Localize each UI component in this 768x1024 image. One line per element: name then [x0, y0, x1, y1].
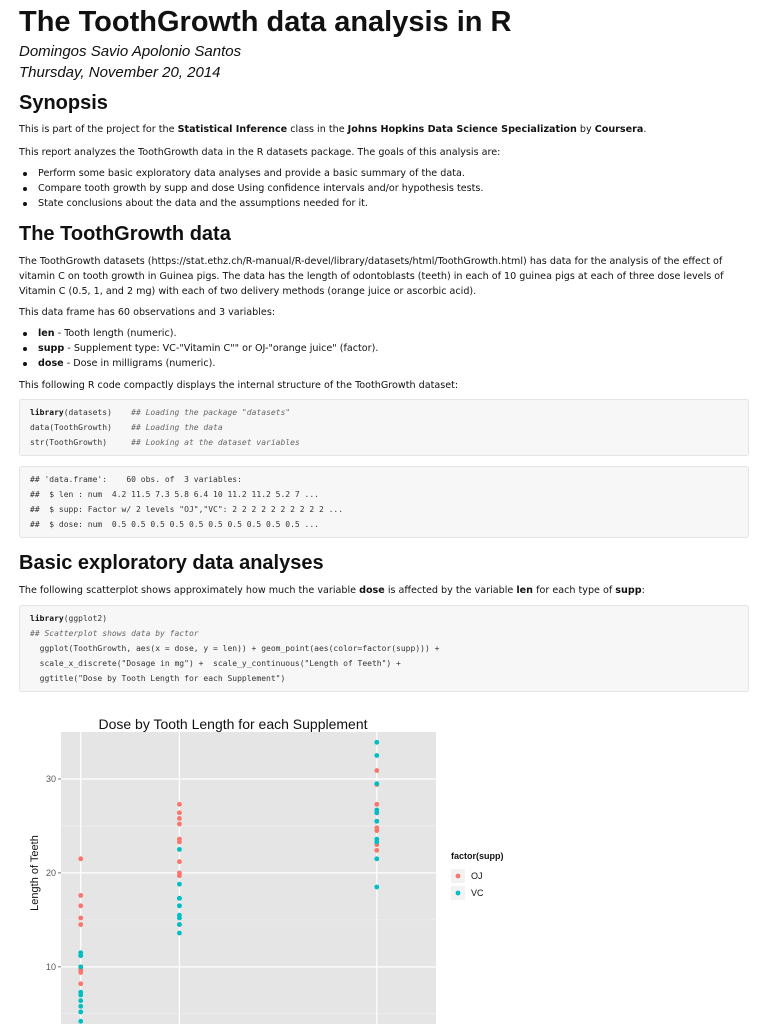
- code-line: data(ToothGrowth) ## Loading the data: [30, 423, 223, 432]
- list-item: dose - Dose in milligrams (numeric).: [19, 356, 378, 371]
- page-title: The ToothGrowth data analysis in R: [19, 6, 512, 38]
- code-line: str(ToothGrowth) ## Looking at the dataset variables: [30, 438, 300, 447]
- variables-list: [19, 326, 378, 371]
- list-item: Compare tooth growth by supp and dose Using confidence intervals and/or hypothesis tests.: [19, 181, 483, 196]
- code-line: scale_x_discrete("Dosage in mg") + scale_y_continuous("Length of Teeth") +: [30, 659, 401, 668]
- y-tick-label: 20: [45, 867, 56, 878]
- output-line: ## $ dose: num 0.5 0.5 0.5 0.5 0.5 0.5 0.5 0.5 0.5 0.5 ...: [30, 520, 319, 529]
- data-point-vc: [78, 998, 83, 1003]
- synopsis-heading: Synopsis: [19, 92, 108, 114]
- data-point-vc: [374, 740, 379, 745]
- code-line: ggplot(ToothGrowth, aes(x = dose, y = len)) + geom_point(aes(color=factor(supp))) +: [30, 644, 440, 653]
- toothgrowth-heading: The ToothGrowth data: [19, 223, 231, 245]
- data-point-oj: [374, 768, 379, 773]
- eda-paragraph: The following scatterplot shows approximately how much the variable dose is affected by the variable len for each type of supp:: [19, 585, 645, 596]
- toothgrowth-paragraph-1: The ToothGrowth datasets (https://stat.ethz.ch/R-manual/R-devel/library/datasets/html/ToothGrowth.html) has data for the analysis of the effect of vitamin C on tooth growth in Guinea pigs. The data has the length of odontoblasts (teeth) in each of 10 guinea pigs at each of three dose levels of Vitamin C (0.5, 1, and 2 mg) with each of two delivery methods (orange juice or ascorbic acid).: [19, 256, 724, 297]
- legend-label: OJ: [471, 871, 483, 881]
- code-block-str: [19, 399, 749, 456]
- plot-panel: [61, 732, 436, 1024]
- data-point-vc: [78, 964, 83, 969]
- data-point-vc: [78, 1019, 83, 1024]
- data-point-vc: [374, 753, 379, 758]
- data-point-oj: [78, 916, 83, 921]
- legend-title: factor(supp): [451, 851, 504, 861]
- list-item: len - Tooth length (numeric).: [19, 326, 378, 341]
- data-point-vc: [78, 953, 83, 958]
- data-point-vc: [374, 885, 379, 890]
- data-point-oj: [374, 848, 379, 853]
- code-line: library(datasets) ## Loading the package "datasets": [30, 408, 291, 417]
- data-point-oj: [374, 825, 379, 830]
- data-point-oj: [177, 859, 182, 864]
- scatterplot: [19, 707, 539, 1024]
- author: Domingos Savio Apolonio Santos: [19, 43, 242, 60]
- y-tick-label: 10: [45, 961, 56, 972]
- code-block-ggplot: [19, 605, 749, 692]
- data-point-oj: [78, 922, 83, 927]
- list-item: Perform some basic exploratory data analyses and provide a basic summary of the data.: [19, 166, 483, 181]
- chart-title: Dose by Tooth Length for each Supplement: [98, 716, 368, 732]
- code-comment: ## Scatterplot shows data by factor: [30, 629, 199, 638]
- data-point-vc: [177, 913, 182, 918]
- data-point-oj: [78, 856, 83, 861]
- output-line: ## 'data.frame': 60 obs. of 3 variables:: [30, 475, 242, 484]
- list-item: supp - Supplement type: VC-"Vitamin C"" or OJ-"orange juice" (factor).: [19, 341, 378, 356]
- data-point-oj: [177, 816, 182, 821]
- synopsis-paragraph-2: This report analyzes the ToothGrowth data in the R datasets package. The goals of this analysis are:: [19, 147, 501, 158]
- legend-swatch: [456, 891, 461, 896]
- output-line: ## $ len : num 4.2 11.5 7.3 5.8 6.4 10 11.2 11.2 5.2 7 ...: [30, 490, 319, 499]
- toothgrowth-paragraph-3: This following R code compactly displays the internal structure of the ToothGrowth dataset:: [19, 380, 459, 391]
- output-line: ## $ supp: Factor w/ 2 levels "OJ","VC": 2 2 2 2 2 2 2 2 2 2 ...: [30, 505, 344, 514]
- code-output-str: [19, 466, 749, 538]
- data-point-oj: [177, 810, 182, 815]
- data-point-vc: [177, 896, 182, 901]
- data-point-oj: [78, 893, 83, 898]
- data-point-vc: [374, 781, 379, 786]
- data-point-oj: [177, 871, 182, 876]
- data-point-vc: [374, 840, 379, 845]
- data-point-vc: [177, 882, 182, 887]
- goals-list: [19, 166, 483, 211]
- list-item: State conclusions about the data and the assumptions needed for it.: [19, 196, 483, 211]
- data-point-oj: [78, 903, 83, 908]
- legend-label: VC: [471, 888, 484, 898]
- eda-heading: Basic exploratory data analyses: [19, 552, 324, 574]
- legend-swatch: [456, 874, 461, 879]
- data-point-vc: [177, 847, 182, 852]
- data-point-vc: [374, 819, 379, 824]
- synopsis-paragraph-1: This is part of the project for the Statistical Inference class in the Johns Hopkins Data Science Specialization by Coursera.: [19, 124, 647, 135]
- data-point-vc: [78, 993, 83, 998]
- y-axis-label: Length of Teeth: [29, 835, 41, 911]
- data-point-oj: [177, 837, 182, 842]
- data-point-oj: [177, 822, 182, 827]
- date: Thursday, November 20, 2014: [19, 64, 221, 81]
- data-point-vc: [78, 1004, 83, 1009]
- data-point-oj: [374, 802, 379, 807]
- data-point-vc: [177, 903, 182, 908]
- data-point-vc: [177, 931, 182, 936]
- data-point-vc: [78, 1010, 83, 1015]
- data-point-oj: [177, 802, 182, 807]
- data-point-oj: [78, 981, 83, 986]
- data-point-vc: [177, 922, 182, 927]
- code-line: library(ggplot2): [30, 614, 108, 623]
- toothgrowth-paragraph-2: This data frame has 60 observations and 3 variables:: [19, 307, 276, 318]
- data-point-vc: [374, 856, 379, 861]
- y-tick-label: 30: [45, 773, 56, 784]
- data-point-vc: [374, 808, 379, 813]
- code-line: ggtitle("Dose by Tooth Length for each Supplement"): [30, 674, 286, 683]
